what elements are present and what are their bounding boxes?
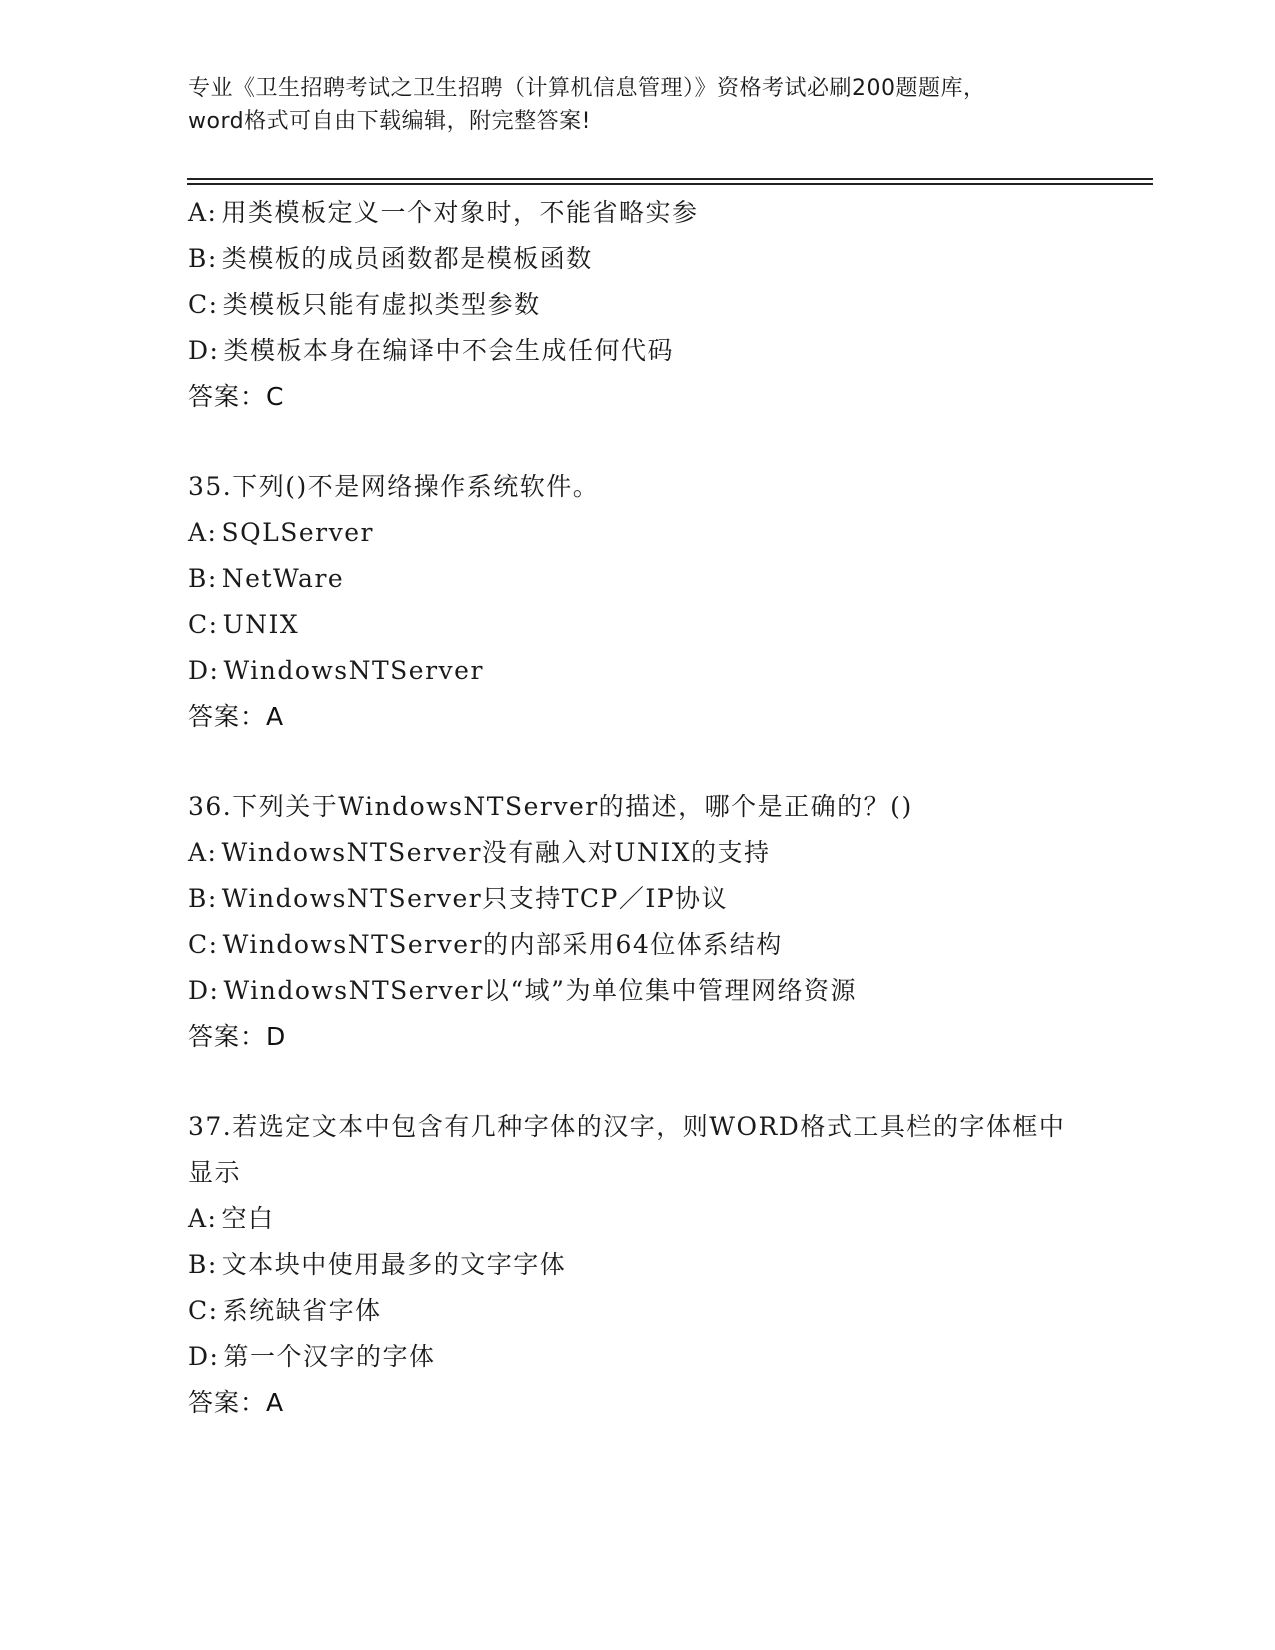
- document-header: [188, 72, 1148, 138]
- option-c: C: UNIX: [188, 610, 300, 639]
- question-37: [188, 1104, 1148, 1426]
- option-b: B: WindowsNTServer只支持TCP／IP协议: [188, 884, 729, 913]
- question-stem: 37.若选定文本中包含有几种字体的汉字，则WORD格式工具栏的字体框中显示: [188, 1112, 1066, 1187]
- option-c: C: 类模板只能有虚拟类型参数: [188, 290, 541, 319]
- option-a: A: 空白: [188, 1204, 275, 1233]
- answer-text: 答案：D: [188, 1022, 287, 1051]
- option-c: C: 系统缺省字体: [188, 1296, 382, 1325]
- question-36: [188, 784, 1148, 1060]
- option-a: A: WindowsNTServer没有融入对UNIX的支持: [188, 838, 771, 867]
- option-d: D: WindowsNTServer: [188, 656, 484, 685]
- option-a: A: 用类模板定义一个对象时，不能省略实参: [188, 198, 699, 227]
- header-divider-top: [187, 178, 1153, 180]
- option-a: A: SQLServer: [188, 518, 374, 547]
- header-line-1: 专业《卫生招聘考试之卫生招聘（计算机信息管理）》资格考试必刷200题题库，: [188, 76, 986, 101]
- question-34: [188, 190, 1148, 420]
- option-d: D: 第一个汉字的字体: [188, 1342, 436, 1371]
- answer-text: 答案：A: [188, 702, 285, 731]
- option-d: D: WindowsNTServer以“域”为单位集中管理网络资源: [188, 976, 857, 1005]
- option-b: B: NetWare: [188, 564, 345, 593]
- header-divider-bottom: [187, 183, 1153, 185]
- question-stem: 36.下列关于WindowsNTServer的描述，哪个是正确的？(): [188, 792, 913, 821]
- answer-text: 答案：A: [188, 1388, 285, 1417]
- option-d: D: 类模板本身在编译中不会生成任何代码: [188, 336, 674, 365]
- option-b: B: 文本块中使用最多的文字字体: [188, 1250, 567, 1279]
- option-b: B: 类模板的成员函数都是模板函数: [188, 244, 593, 273]
- option-c: C: WindowsNTServer的内部采用64位体系结构: [188, 930, 783, 959]
- question-35: [188, 464, 1148, 740]
- question-stem: 35.下列()不是网络操作系统软件。: [188, 472, 600, 501]
- header-line-2: word格式可自由下载编辑，附完整答案!: [188, 109, 591, 134]
- answer-text: 答案：C: [188, 382, 285, 411]
- question-list: [188, 190, 1148, 1426]
